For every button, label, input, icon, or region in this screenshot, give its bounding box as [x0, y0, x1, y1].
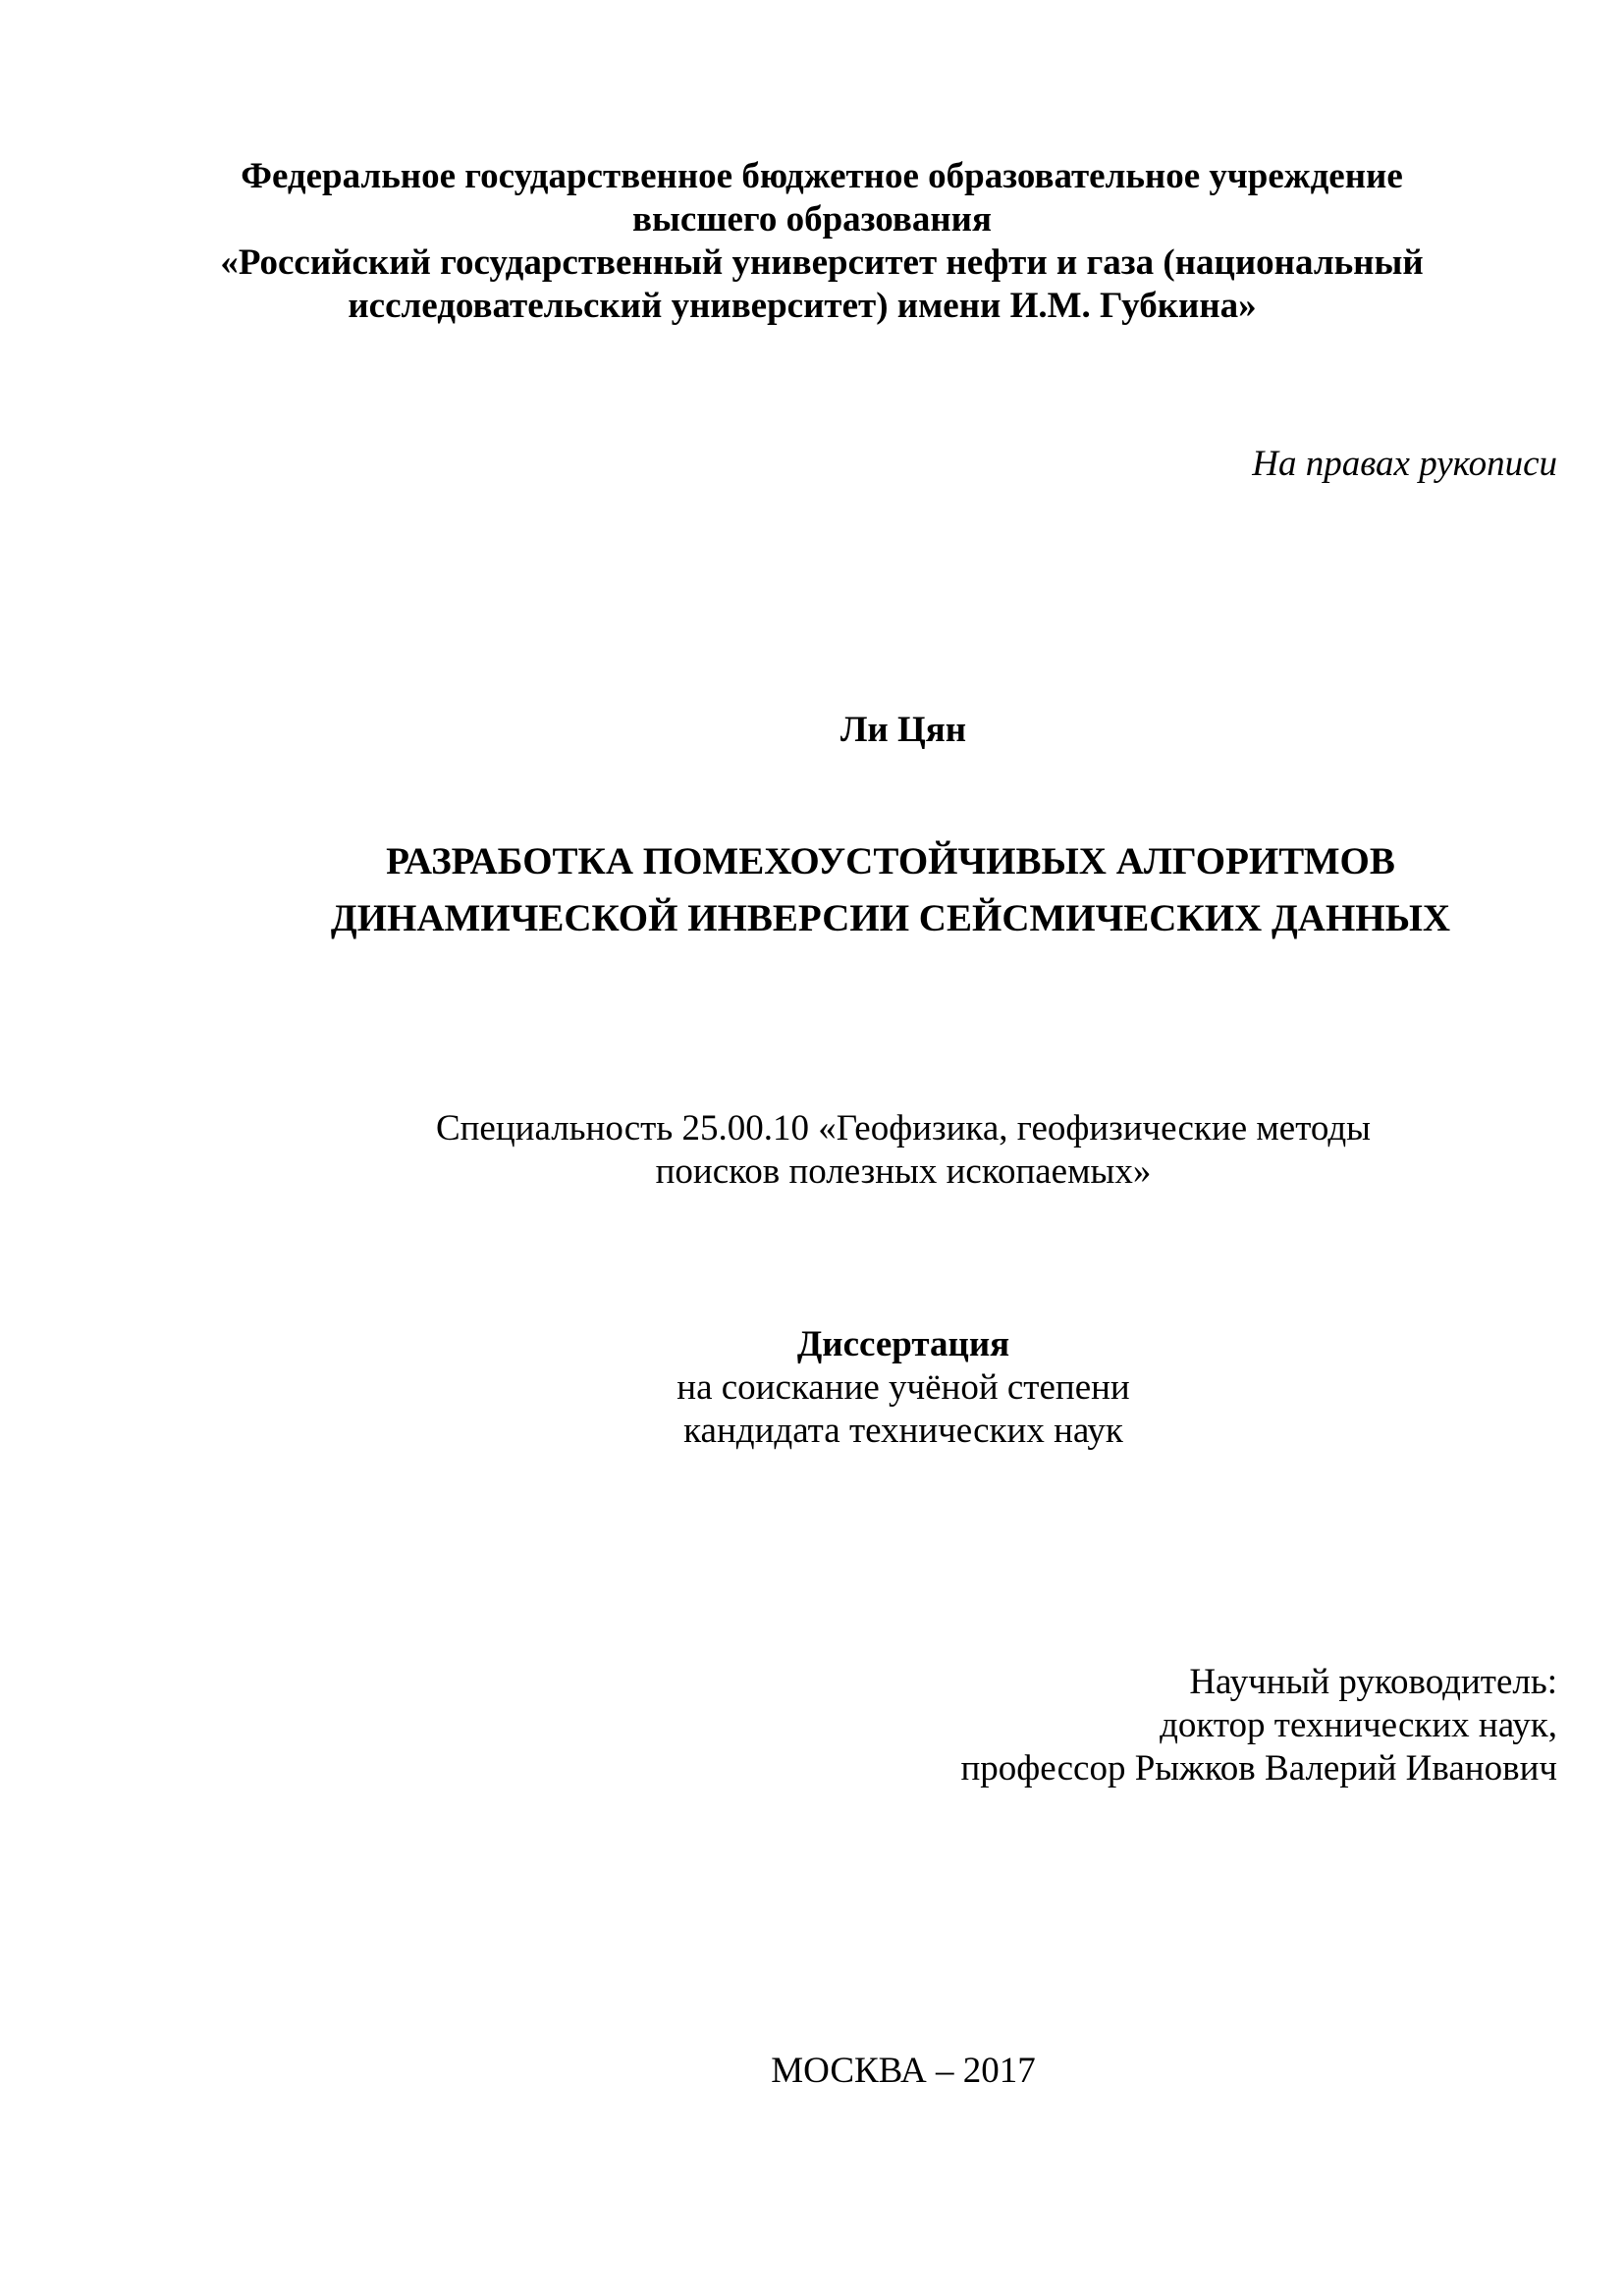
supervisor-block [960, 1661, 1557, 1790]
supervisor-line: Научный руководитель: [1189, 1662, 1557, 1702]
institution-line: исследовательский университет) имени И.М. Губкина» [348, 286, 1257, 326]
degree-line: кандидата технических наук [683, 1411, 1123, 1451]
author-name: Ли Цян [839, 710, 967, 750]
supervisor-line: доктор технических наук, [1160, 1705, 1557, 1745]
specialty [91, 1107, 1624, 1194]
institution-name [0, 155, 1624, 328]
manuscript-note: На правах рукописи [1252, 444, 1557, 484]
title-line: РАЗРАБОТКА ПОМЕХОУСТОЙЧИВЫХ АЛГОРИТМОВ [386, 840, 1395, 882]
institution-line: Федеральное государственное бюджетное образовательное учреждение [241, 156, 1403, 196]
title-line: ДИНАМИЧЕСКОЙ ИНВЕРСИИ СЕЙСМИЧЕСКИХ ДАННЫХ [330, 897, 1451, 939]
supervisor-line: профессор Рыжков Валерий Иванович [960, 1748, 1557, 1789]
institution-line: высшего образования [631, 199, 993, 240]
institution-line: «Российский государственный университет нефти и газа (национальный [220, 242, 1424, 283]
city-year: МОСКВА – 2017 [771, 2051, 1036, 2091]
dissertation-title [79, 833, 1624, 947]
specialty-line: Специальность 25.00.10 «Геофизика, геофизические методы [435, 1108, 1372, 1148]
specialty-line: поисков полезных ископаемых» [655, 1151, 1152, 1192]
dissertation-heading: Диссертация [796, 1324, 1010, 1364]
dissertation-degree [91, 1323, 1624, 1453]
degree-line: на соискание учёной степени [677, 1367, 1130, 1408]
